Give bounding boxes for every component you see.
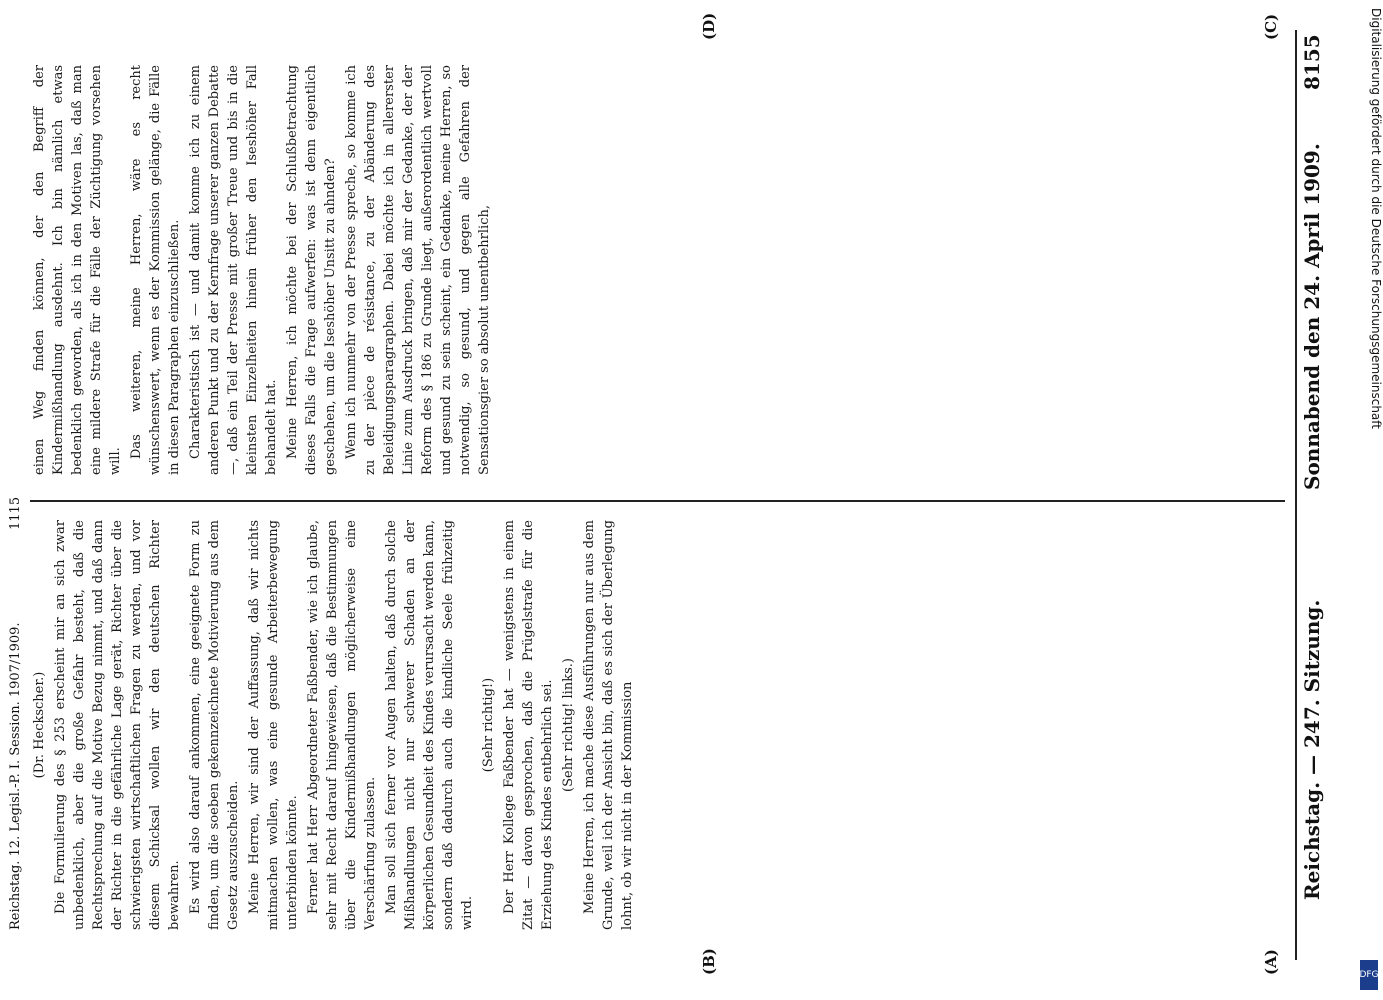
page-header xyxy=(1300,30,1340,960)
margin-letter-a: (A) xyxy=(1262,949,1280,975)
left-column xyxy=(30,520,1280,930)
paragraph: Es wird also darauf ankommen, eine geeignete Form zu finden, um die soeben gekennzeichnete Motivierung aus dem Gesetz auszuscheiden. xyxy=(188,520,241,930)
footer-left: Reichstag. 12. Legisl.-P. I. Session. 1907/1909. xyxy=(8,622,23,930)
right-column xyxy=(30,65,1280,475)
interjection: (Sehr richtig!) xyxy=(481,677,496,773)
column-divider xyxy=(30,501,1285,503)
paragraph: Wenn ich nunmehr von der Presse spreche, so komme ich zu der pièce de résistance, zu der Abänderung des Beleidigungsparagraphen. Dabei möchte ich in allererster Linie zum Ausdruck bringen, daß mir der Gedanke, der der Reform des § 186 zu Grunde liegt, außerordentlich wertvoll und gesund zu sein scheint, ein Gedanke, meine Herren, so notwendig, so gesund, und gegen alle Gefahren der Sensationsgier so absolut unentbehrlich, xyxy=(344,65,492,475)
paragraph: Meine Herren, wir sind der Auffassung, daß wir nichts mitmachen wollen, was eine gesunde Arbeiterbewegung unterbinden könnte. xyxy=(247,520,300,930)
paragraph: Die Formulierung des § 253 erscheint mir an sich zwar unbedenklich, aber die große Gefahr besteht, daß die Rechtsprechung auf die Motive Bezug nimmt, und daß dann der Richter in die gefährliche Lage gerät, Richter über die schwierigsten wirtschaftlichen Fragen zu werden, und vor diesem Schicksal wollen wir den deutschen Richter bewahren. xyxy=(53,520,182,930)
speaker-name: (Dr. Heckscher.) xyxy=(32,671,47,779)
paragraph: Meine Herren, ich mache diese Ausführungen nur aus dem Grunde, weil ich der Ansicht bin, daß es sich der Überlegung lohnt, ob wir nicht in der Kommission xyxy=(582,520,635,930)
paragraph: Der Herr Kollege Faßbender hat — wenigstens in einem Zitat — davon gesprochen, daß die Prügelstrafe für die Erziehung des Kindes entbehrlich sei. xyxy=(502,520,555,930)
header-right: 8155 xyxy=(1300,34,1324,90)
header-center: Sonnabend den 24. April 1909. xyxy=(1300,143,1324,490)
margin-letter-c: (C) xyxy=(1262,13,1280,40)
paragraph: Das weiteren, meine Herren, wäre es recht wünschenswert, wenn es der Kommission gelänge, die Fälle in diesen Paragraphen einzuschließen. xyxy=(129,65,182,475)
dfg-logo: DFG xyxy=(1360,960,1378,990)
margin-letter-d: (D) xyxy=(700,12,718,40)
paragraph: Meine Herren, ich möchte bei der Schlußbetrachtung dieses Falls die Frage aufwerfen: was ist denn eigentlich geschehen, um die Iseshöher Unsitt zu ahnden? xyxy=(285,65,338,475)
paragraph: Man soll sich ferner vor Augen halten, daß durch solche Mißhandlungen nicht nur schwerer Schaden an der körperlichen Gesundheit des Kindes verursacht werden kann, sondern daß dadurch auch die kindliche Seele frühzeitig wird. xyxy=(384,520,475,930)
footer-page-number: 1115 xyxy=(8,496,23,530)
paragraph: Charakteristisch ist — und damit komme ich zu einem anderen Punkt und zu der Kernfrage unserer ganzen Debatte —, daß ein Teil der Presse mit großer Treue und bis in die kleinsten Einzelheiten hinein früher den Iseshöher Fall behandelt hat. xyxy=(188,65,279,475)
header-left: Reichstag. — 247. Sitzung. xyxy=(1300,599,1324,900)
interjection: (Sehr richtig! links.) xyxy=(561,658,576,792)
header-rule xyxy=(1295,30,1297,960)
margin-letter-b: (B) xyxy=(700,948,718,975)
paragraph: einen Weg finden können, der den Begriff der Kindermißhandlung ausdehnt. Ich bin nämlich etwas bedenklich geworden, als ich in den Motiven las, daß man eine mildere Strafe für die Fälle der Züchtigung vorsehen will. xyxy=(32,65,123,475)
paragraph: Ferner hat Herr Abgeordneter Faßbender, wie ich glaube, sehr mit Recht darauf hingewiesen, daß die Bestimmungen über die Kindermißhandlungen möglicherweise eine Verschärfung zulassen. xyxy=(306,520,378,930)
side-note: Digitalisierung gefördert durch die Deutsche Forschungsgemeinschaft xyxy=(1369,8,1383,430)
